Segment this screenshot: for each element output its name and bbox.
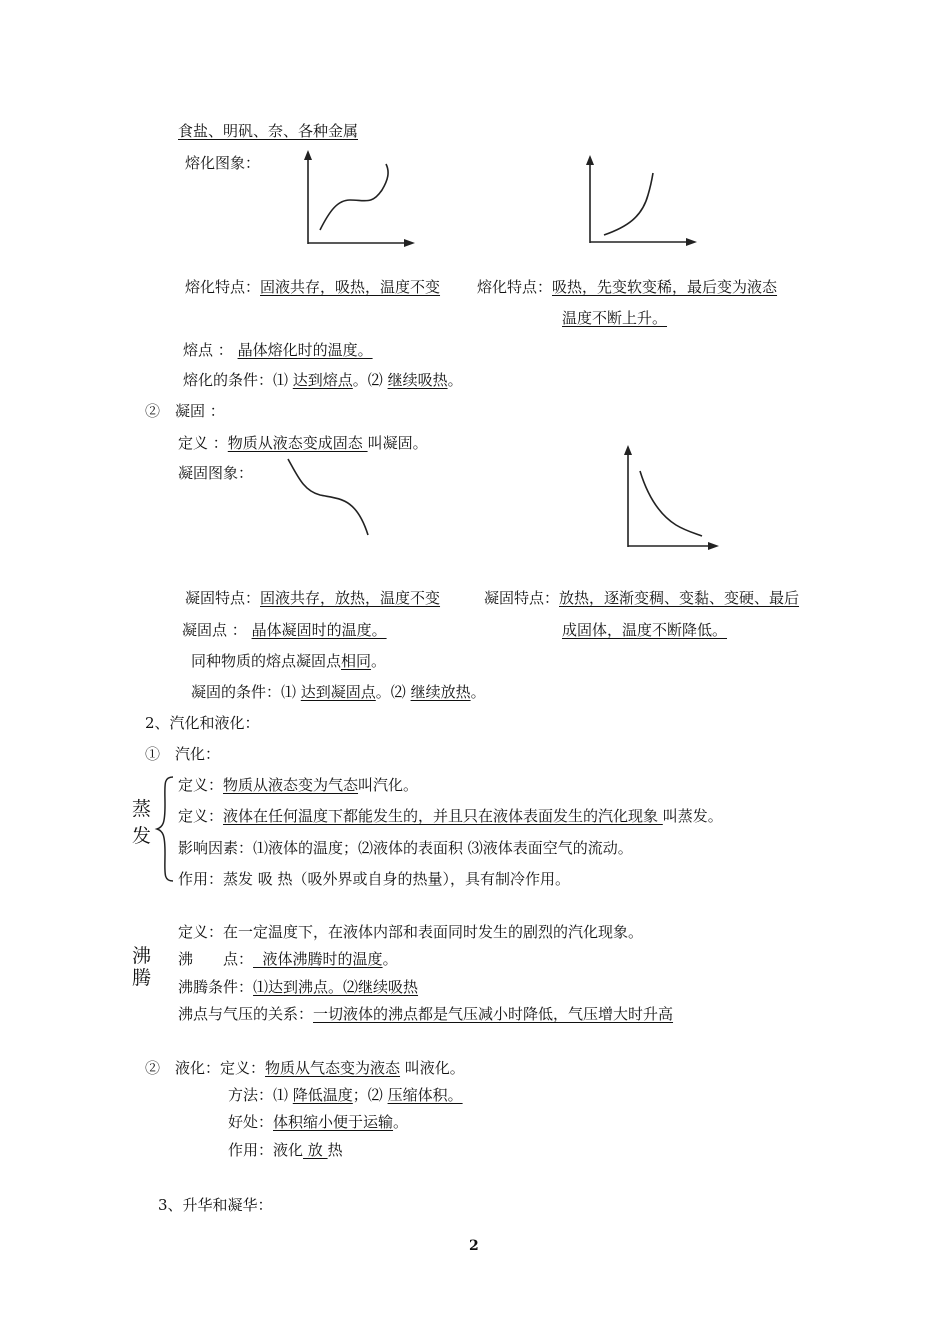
solidify-point-value: 晶体凝固时的温度。 bbox=[251, 621, 387, 639]
liquefy-method-2: 压缩体积。 bbox=[387, 1086, 463, 1104]
liquefy-effect-value: 放 bbox=[303, 1141, 328, 1159]
solidify-def-value: 物质从液态变成固态 bbox=[227, 434, 368, 452]
section-3-heading: 3、升华和凝华： bbox=[158, 1196, 273, 1214]
melt-condition-1: 达到熔点 bbox=[292, 371, 353, 389]
evap-def-label: 定义： bbox=[178, 807, 224, 825]
melt-feature-1 bbox=[185, 277, 440, 297]
evaporation-side-label-2: 发 bbox=[132, 825, 152, 847]
evaporation-effect: 作用：蒸发 吸 热（吸外界或自身的热量），具有制冷作用。 bbox=[178, 870, 571, 888]
amorphous-solidify-graph bbox=[620, 445, 730, 555]
liquefy-benefit-end: 。 bbox=[393, 1113, 409, 1131]
solidify-point bbox=[182, 620, 387, 640]
liquefy-effect-label: 作用：液化 bbox=[228, 1141, 304, 1159]
vapor-def-label: 定义： bbox=[178, 776, 224, 794]
melt-feature-value-1: 固液共存，吸热，温度不变 bbox=[260, 278, 441, 296]
liquefy-heading: ② 液化：定义： bbox=[145, 1059, 266, 1077]
crystal-melting-graph bbox=[300, 150, 420, 250]
melt-condition-2: 继续吸热 bbox=[387, 371, 448, 389]
liquefy-effect-end: 热 bbox=[327, 1141, 343, 1159]
liquefy-method-1: 降低温度 bbox=[292, 1086, 353, 1104]
boil-cond-value: ⑴达到沸点。⑵继续吸热 bbox=[253, 978, 419, 996]
melt-feature-value-2b: 温度不断上升。 bbox=[562, 309, 668, 327]
boiling-side-label-1: 沸 bbox=[132, 945, 152, 967]
evaporation-factors: 影响因素：⑴液体的温度；⑵液体的表面积 ⑶液体表面空气的流动。 bbox=[178, 839, 633, 857]
melting-condition bbox=[183, 370, 463, 390]
melting-graph-label: 熔化图象： bbox=[185, 154, 261, 172]
solidify-feature-label-2: 凝固特点： bbox=[484, 589, 560, 607]
liquefy-effect bbox=[228, 1140, 343, 1160]
melt-condition-end: 。 bbox=[447, 371, 463, 389]
solidify-cond-2: 继续放热 bbox=[410, 683, 471, 701]
solidify-feature-value-2b: 成固体，温度不断降低。 bbox=[562, 621, 728, 639]
vapor-def-value: 物质从液态变为气态 bbox=[223, 776, 359, 794]
same-point-note bbox=[191, 651, 386, 671]
melt-feature-label-1: 熔化特点： bbox=[185, 278, 261, 296]
vaporization-definition bbox=[178, 775, 418, 795]
liquefy-method-mid: ；⑵ bbox=[352, 1086, 388, 1104]
same-end: 。 bbox=[371, 652, 387, 670]
boiling-side-label-2: 腾 bbox=[132, 967, 152, 989]
liquefy-benefit-label: 好处： bbox=[228, 1113, 274, 1131]
liquefy-method bbox=[228, 1085, 463, 1105]
boil-point-label: 沸 点： bbox=[178, 950, 254, 968]
boil-pressure-value: 一切液体的沸点都是气压减小时降低，气压增大时升高 bbox=[313, 1005, 674, 1023]
evap-def-value: 液体在任何温度下都能发生的，并且只在液体表面发生的汽化现象 bbox=[223, 807, 663, 825]
solidify-feature-value-1: 固液共存，放热，温度不变 bbox=[260, 589, 441, 607]
amorphous-melting-graph bbox=[582, 155, 702, 250]
solidify-cond-prefix: 凝固的条件：⑴ bbox=[191, 683, 301, 701]
liquefy-def-value: 物质从气态变为液态 bbox=[265, 1059, 401, 1077]
boiling-definition: 定义：在一定温度下，在液体内部和表面同时发生的剧烈的汽化现象。 bbox=[178, 923, 644, 941]
solidify-graph-label: 凝固图象： bbox=[178, 464, 254, 482]
melt-condition-prefix: 熔化的条件：⑴ bbox=[183, 371, 293, 389]
boil-pressure-label: 沸点与气压的关系： bbox=[178, 1005, 314, 1023]
solidify-feature-2 bbox=[484, 588, 799, 608]
boiling-pressure bbox=[178, 1004, 673, 1024]
melting-point-label: 熔点 ： bbox=[183, 341, 233, 359]
solidify-point-label: 凝固点 ： bbox=[182, 621, 247, 639]
liquefy-benefit-value: 体积缩小便于运输 bbox=[273, 1113, 394, 1131]
solidify-condition bbox=[191, 682, 486, 702]
evaporation-side-label-1: 蒸 bbox=[132, 798, 152, 820]
solidify-cond-end: 。 bbox=[470, 683, 486, 701]
boil-point-value: 液体沸腾时的温度 bbox=[253, 950, 383, 968]
solidify-def-end: 叫凝固。 bbox=[367, 434, 428, 452]
evaporation-brace bbox=[155, 775, 177, 885]
boil-cond-label: 沸腾条件： bbox=[178, 978, 254, 996]
liquefy-def-end: 叫液化。 bbox=[400, 1059, 465, 1077]
liquefy-method-label: 方法：⑴ bbox=[228, 1086, 293, 1104]
melt-feature-value-2: 吸热，先变软变稀，最后变为液态 bbox=[552, 278, 778, 296]
solidify-cond-mid: 。⑵ bbox=[375, 683, 411, 701]
solidify-feature-1 bbox=[185, 588, 440, 608]
liquefy-definition bbox=[145, 1058, 465, 1078]
boil-point-end: 。 bbox=[382, 950, 398, 968]
solidify-cond-1: 达到凝固点 bbox=[300, 683, 376, 701]
crystal-solidify-graph bbox=[284, 455, 384, 540]
page-number: 2 bbox=[469, 1238, 479, 1254]
solidify-heading: ② 凝固 ： bbox=[145, 402, 225, 420]
same-prefix: 同种物质的熔点凝固点 bbox=[191, 652, 342, 670]
melting-point-value: 晶体熔化时的温度。 bbox=[237, 341, 373, 359]
solidify-feature-label-1: 凝固特点： bbox=[185, 589, 261, 607]
solidify-def-label: 定义 ： bbox=[178, 434, 228, 452]
boiling-point bbox=[178, 949, 398, 969]
vapor-def-end: 叫汽化。 bbox=[358, 776, 419, 794]
examples-text: 食盐、明矾、奈、各种金属 bbox=[178, 122, 359, 140]
vapor-heading: 2、汽化和液化： bbox=[145, 714, 260, 732]
liquefy-benefit bbox=[228, 1112, 408, 1132]
vapor-sub-heading: ① 汽化： bbox=[145, 745, 221, 763]
evaporation-definition bbox=[178, 806, 723, 826]
melt-feature-label-2: 熔化特点： bbox=[477, 278, 553, 296]
melt-feature-2 bbox=[477, 277, 777, 297]
evap-def-end: 叫蒸发。 bbox=[662, 807, 723, 825]
solidify-definition bbox=[178, 433, 428, 453]
boiling-condition bbox=[178, 977, 418, 997]
solidify-feature-value-2: 放热，逐渐变稠、变黏、变硬、最后 bbox=[559, 589, 800, 607]
same-value: 相同 bbox=[341, 652, 372, 670]
melt-condition-mid: 。⑵ bbox=[352, 371, 388, 389]
melting-point bbox=[183, 340, 373, 360]
